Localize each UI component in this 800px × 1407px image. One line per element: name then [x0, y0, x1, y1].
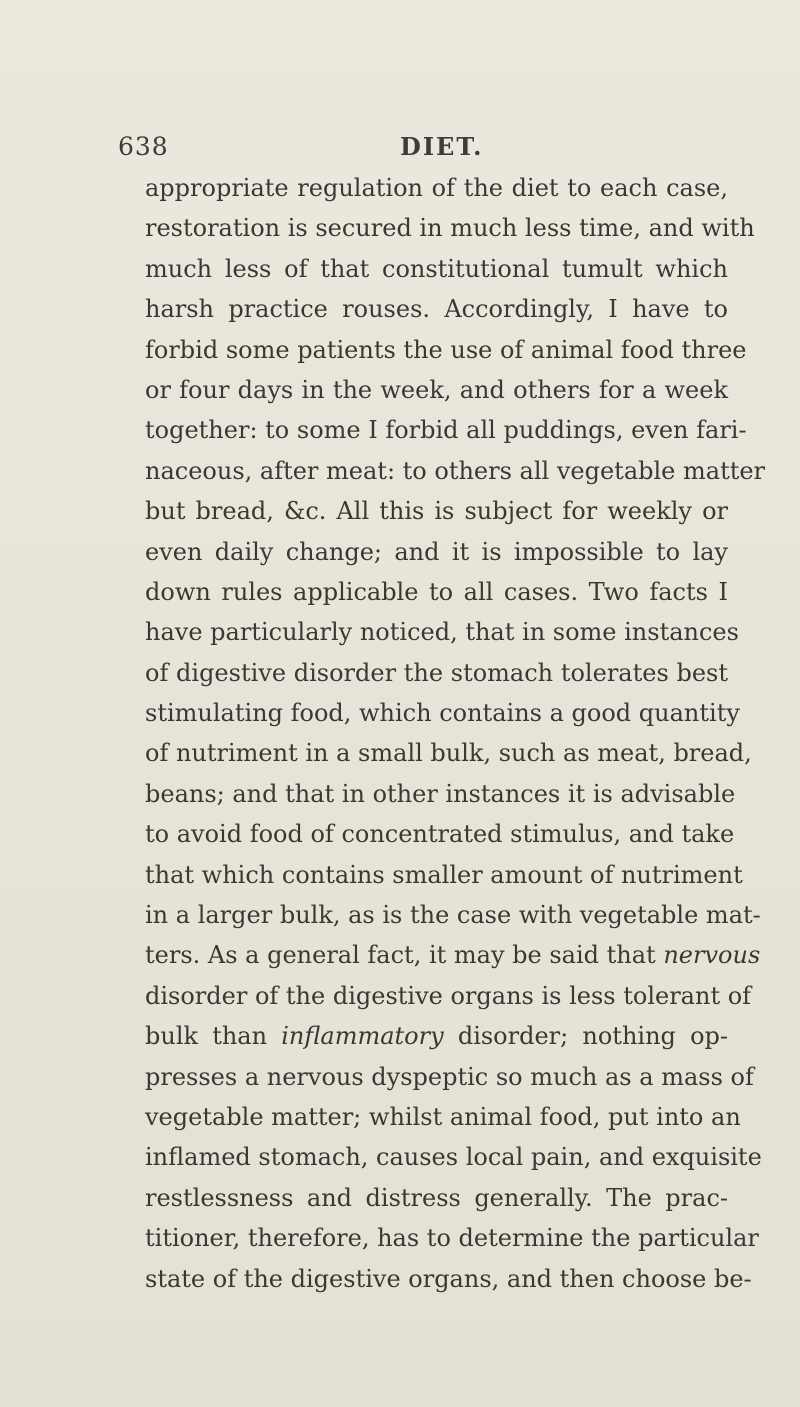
text-line: but bread, &c. All this is subject for weekly or — [145, 497, 728, 526]
text-line: even daily change; and it is impossible to lay — [145, 537, 728, 566]
text-line: stimulating food, which contains a good quantity — [145, 699, 740, 728]
text-line: beans; and that in other instances it is advisable — [145, 779, 736, 808]
text-line: vegetable matter; whilst animal food, put into an — [145, 1102, 741, 1131]
text-line: down rules applicable to all cases. Two facts I — [145, 577, 728, 606]
text-line: that which contains smaller amount of nutriment — [145, 860, 743, 889]
text-line: to avoid food of concentrated stimulus, and take — [145, 820, 735, 849]
text-line: restlessness and distress generally. The prac- — [145, 1183, 728, 1212]
text-line: forbid some patients the use of animal food three — [145, 335, 747, 364]
text-line-nervous — [145, 935, 761, 975]
page-number: 638 — [118, 132, 169, 161]
text-line: disorder of the digestive organs is less tolerant of — [145, 981, 752, 1010]
text-line: restoration is secured in much less time, and with — [145, 214, 755, 243]
text-line: have particularly noticed, that in some instances — [145, 618, 739, 647]
text-segment: ters. As a general fact, it may be said that — [145, 941, 664, 970]
italic-word-inflammatory: inflammatory — [281, 1022, 444, 1051]
text-segment: bulk than — [145, 1022, 282, 1051]
text-line: presses a nervous dyspeptic so much as a mass of — [145, 1062, 754, 1091]
text-line: much less of that constitutional tumult which — [145, 254, 728, 283]
text-line: inflamed stomach, causes local pain, and exquisite — [145, 1143, 762, 1172]
text-line: of digestive disorder the stomach tolerates best — [145, 658, 728, 687]
text-segment: disorder; nothing op- — [443, 1022, 728, 1051]
page-header — [118, 132, 718, 172]
italic-word-nervous: nervous — [663, 941, 761, 970]
body-text — [145, 168, 766, 1299]
text-line: harsh practice rouses. Accordingly, I have to — [145, 295, 728, 324]
text-line: in a larger bulk, as is the case with vegetable mat- — [145, 901, 761, 930]
text-line: of nutriment in a small bulk, such as meat, bread, — [145, 739, 752, 768]
text-line-inflammatory — [145, 1016, 728, 1056]
text-line: naceous, after meat: to others all vegetable matter — [145, 456, 766, 485]
running-head: DIET. — [400, 132, 484, 161]
text-line: or four days in the week, and others for a week — [145, 375, 728, 404]
text-line: state of the digestive organs, and then choose be- — [145, 1264, 752, 1293]
text-line: together: to some I forbid all puddings, even fari- — [145, 416, 747, 445]
text-line: titioner, therefore, has to determine the particular — [145, 1224, 759, 1253]
text-line: appropriate regulation of the diet to each case, — [145, 174, 728, 202]
